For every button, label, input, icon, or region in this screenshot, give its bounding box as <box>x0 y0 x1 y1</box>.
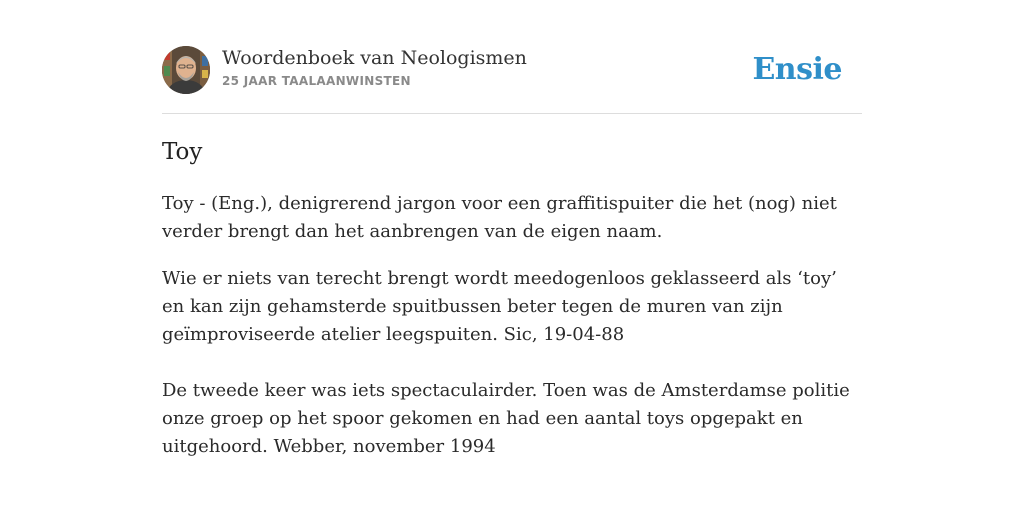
quote-spacer <box>162 349 862 377</box>
entry-content <box>162 190 862 461</box>
author-block <box>222 46 527 88</box>
entry-title: Toy <box>162 139 203 165</box>
entry-card <box>162 0 862 512</box>
entry-header <box>162 46 862 96</box>
entry-quotes <box>162 265 862 461</box>
quote-paragraph: De tweede keer was iets spectaculairder. Toen was de Amsterdamse politie onze groep op het spoor gekomen en had een aantal toys opgepakt en uitgehoord. Webber, november 1994 <box>162 380 850 457</box>
author-subtitle: 25 JAAR TAALAANWINSTEN <box>222 74 411 88</box>
author-portrait-icon <box>162 46 210 94</box>
header-divider <box>162 113 862 114</box>
brand-logo[interactable]: Ensie <box>752 52 842 87</box>
author-avatar[interactable] <box>162 46 210 94</box>
entry-definition: Toy - (Eng.), denigrerend jargon voor een graffitispuiter die het (nog) niet verder brengt dan het aanbrengen van de eigen naam. <box>162 193 837 242</box>
author-name[interactable]: Woordenboek van Neologismen <box>222 47 527 69</box>
quote-paragraph: Wie er niets van terecht brengt wordt meedogenloos geklasseerd als ‘toy’ en kan zijn gehamsterde spuitbussen beter tegen de muren van zijn geïmproviseerde atelier leegspuiten. Sic, 19-04-88 <box>162 268 837 345</box>
